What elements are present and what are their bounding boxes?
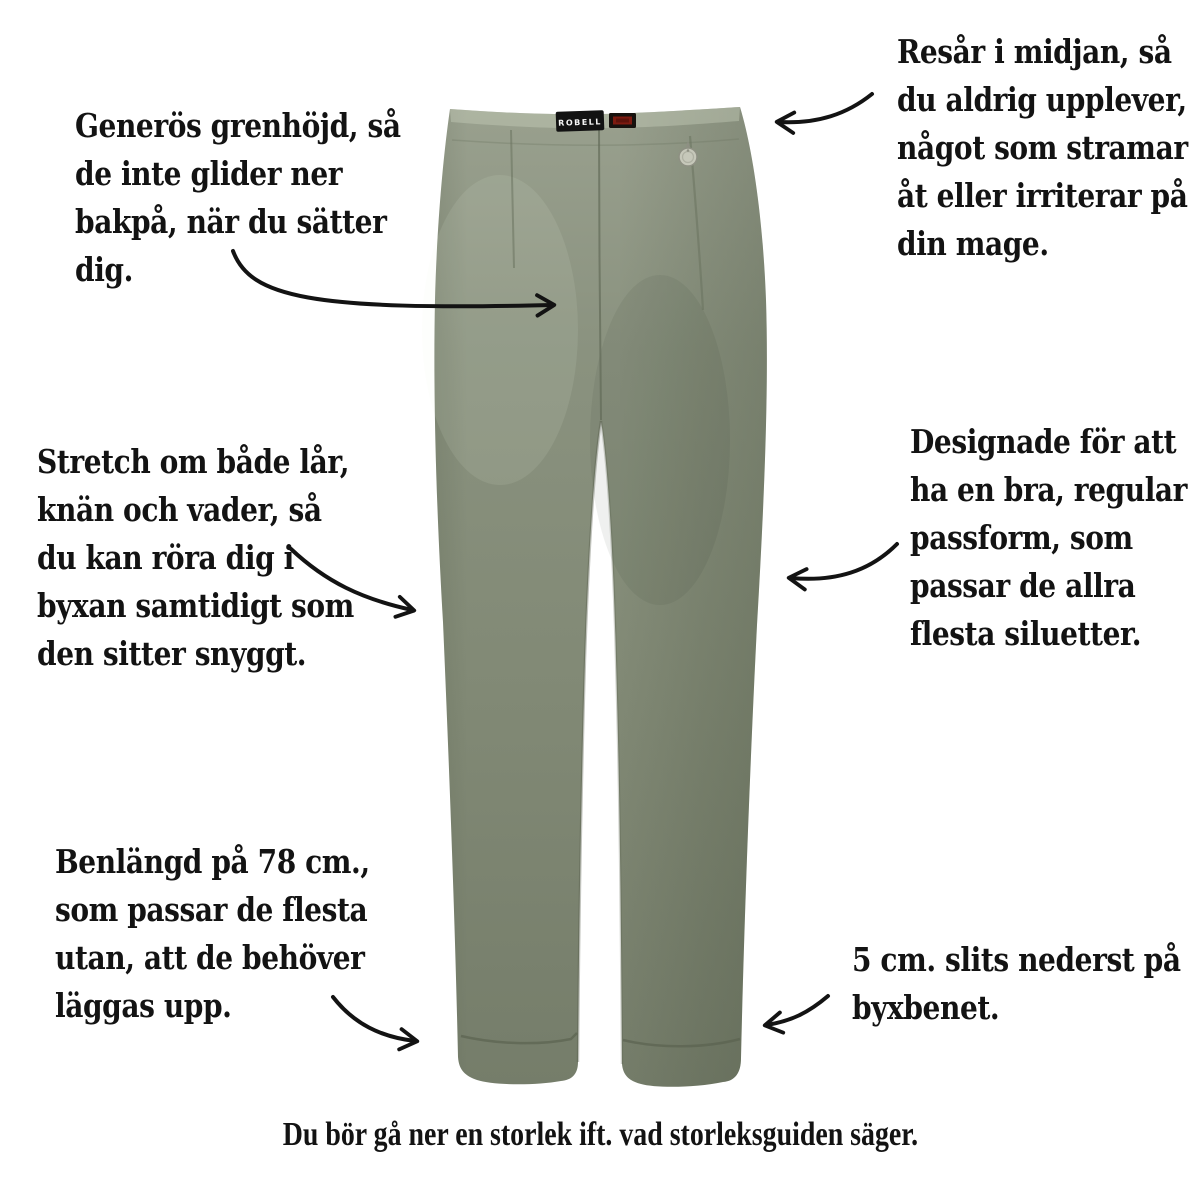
size-advice-text: Du bör gå ner en storlek ift. vad storleksguiden säger. (282, 1116, 918, 1153)
callout-line: bakpå, när du sätter (75, 202, 387, 241)
trousers-image (422, 107, 767, 1087)
arrow-waistband-elastic (779, 94, 872, 122)
callout-line: Resår i midjan, så (897, 32, 1172, 71)
callout-line: passform, som (910, 518, 1133, 557)
callout-leg-length (55, 838, 370, 1030)
callout-line: din mage. (897, 224, 1049, 263)
callout-line: läggas upp. (55, 986, 232, 1025)
arrow-regular-fit (791, 544, 897, 579)
callout-line: som passar de flesta (55, 890, 368, 929)
brand-label-text: ROBELL (558, 117, 603, 128)
thigh-highlight (422, 175, 578, 485)
callout-line: Benlängd på 78 cm., (55, 842, 370, 881)
callout-line: Generös grenhöjd, så (75, 106, 401, 145)
callout-line: den sitter snyggt. (37, 634, 307, 673)
callout-line: 5 cm. slits nederst på (852, 940, 1181, 979)
callout-regular-fit (910, 418, 1187, 658)
callout-line: Designade för att (910, 422, 1177, 461)
callout-stretch-fabric (37, 438, 354, 678)
callout-line: något som stramar (897, 128, 1188, 167)
callout-line: passar de allra (910, 566, 1136, 605)
size-advice-note (0, 1116, 1200, 1154)
callout-line: utan, att de behöver (55, 938, 365, 977)
callout-line: du aldrig upplever, (897, 80, 1187, 119)
callout-hem-slit (852, 936, 1181, 1032)
callout-crotch-height (75, 102, 401, 294)
callout-line: knän och vader, så (37, 490, 322, 529)
thigh-shadow (590, 275, 730, 605)
brand-label (556, 110, 605, 132)
callout-line: de inte glider ner (75, 154, 343, 193)
callout-line: du kan röra dig i (37, 538, 294, 577)
callout-line: dig. (75, 250, 133, 289)
red-woven-tag (609, 113, 636, 128)
callout-line: byxan samtidigt som (37, 586, 354, 625)
arrow-hem-slit (767, 996, 828, 1025)
callout-line: flesta siluetter. (910, 614, 1142, 653)
callout-waistband-elastic (897, 28, 1188, 268)
callout-line: åt eller irriterar på (897, 176, 1188, 215)
callout-line: byxbenet. (852, 988, 1000, 1027)
callout-line: ha en bra, regular (910, 470, 1188, 509)
callout-line: Stretch om både lår, (37, 442, 350, 481)
